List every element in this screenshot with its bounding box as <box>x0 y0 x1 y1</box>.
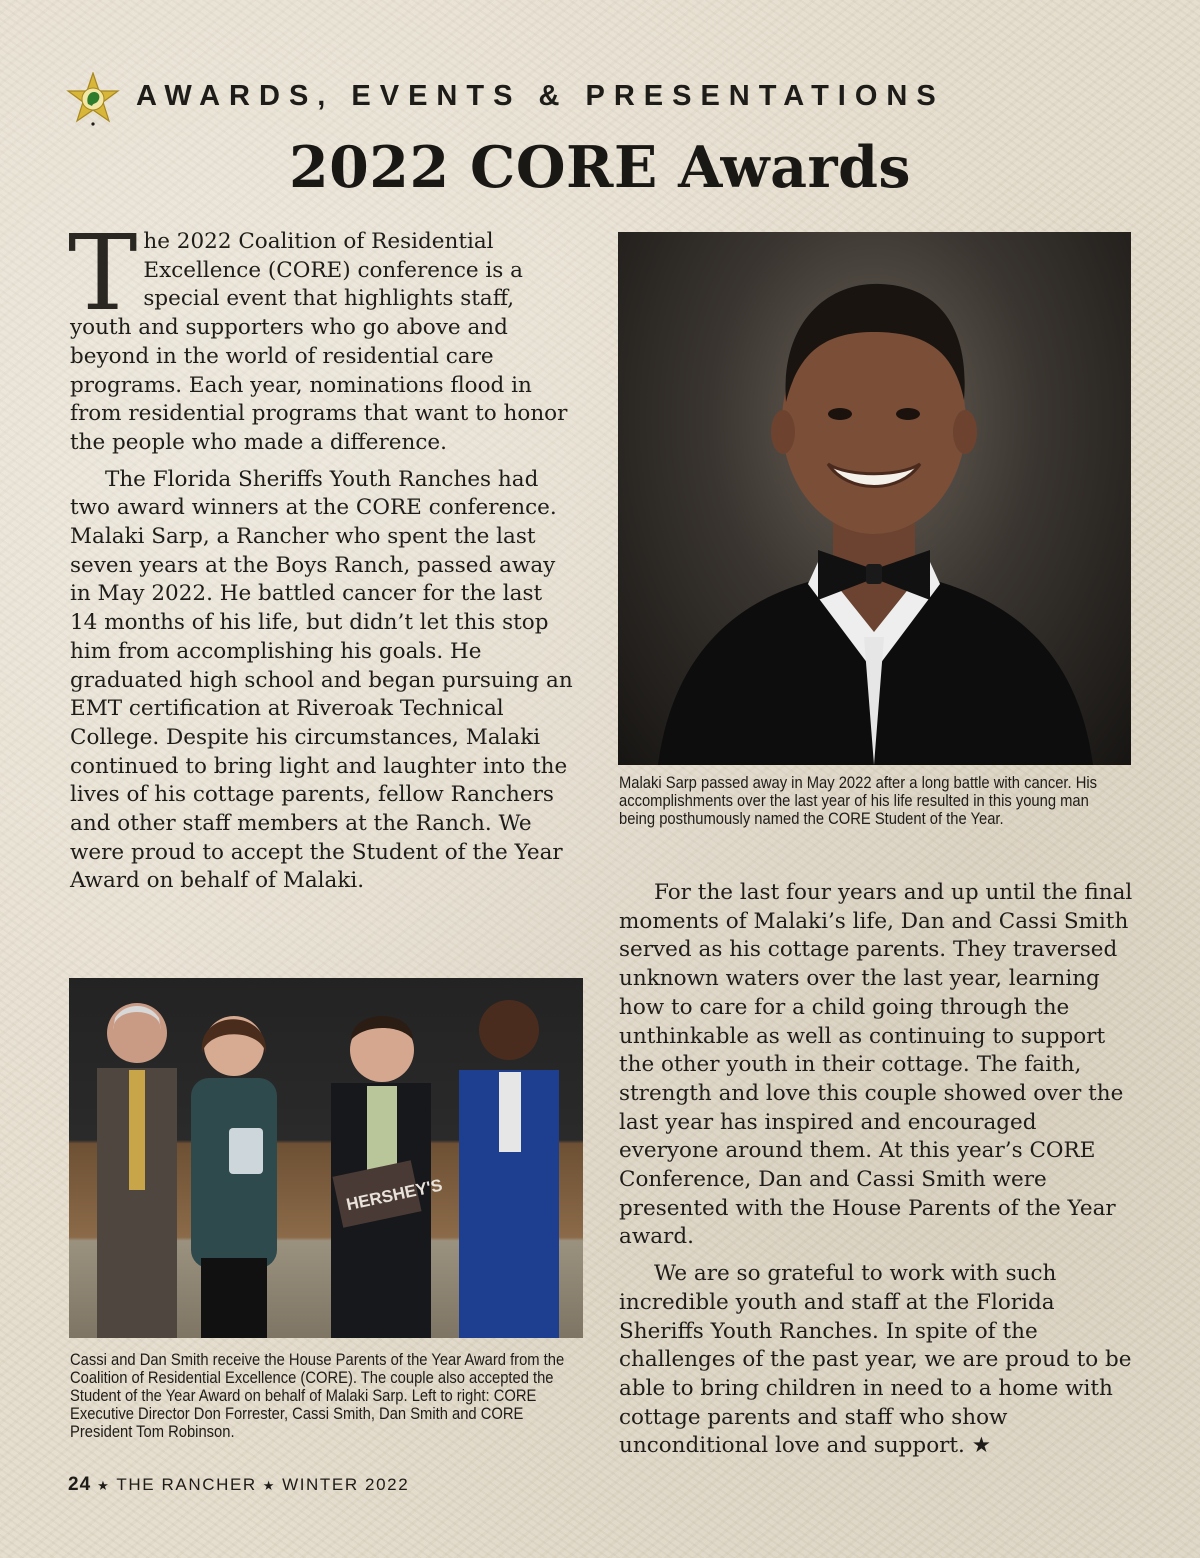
article-title: 2022 CORE Awards <box>288 134 912 201</box>
article-left-column <box>68 212 575 896</box>
section-label: AWARDS, EVENTS & PRESENTATIONS <box>136 80 945 112</box>
paragraph-1-text: he 2022 Coalition of Residential Excellence (CORE) conference is a special event that highlights staff, youth and supporters who go above and beyond in the world of residential care programs. Each year, nominations flood in from residential programs that want to honor the people who made a difference. <box>70 229 568 455</box>
group-photo <box>69 978 583 1338</box>
article-paragraph-4 <box>619 1260 1139 1461</box>
article-right-column <box>619 871 1139 1461</box>
star-separator-icon: ★ <box>97 1478 111 1493</box>
drop-cap: T <box>68 212 138 334</box>
article-paragraph-3: For the last four years and up until the final moments of Malaki’s life, Dan and Cassi Smith served as his cottage parents. They traversed unknown waters over the last year, learning how to care for a child going through the unthinkable as well as continuing to support the other youth in their cottage. The faith, strength and love this couple showed over the last year has inspired and encouraged everyone around them. At this year’s CORE Conference, Dan and Cassi Smith were presented with the House Parents of the Year award. <box>619 880 1133 1250</box>
paragraph-4-text: We are so grateful to work with such incredible youth and staff at the Florida Sheriffs Youth Ranches. In spite of the challenges of the past year, we are proud to be able to bring children in need to a home with cottage parents and staff who show unconditional love and support. <box>619 1261 1132 1459</box>
page-number: 24 <box>68 1474 92 1495</box>
star-separator-icon: ★ <box>262 1478 277 1493</box>
candy-bar-label: HERSHEY'S <box>344 1175 445 1215</box>
end-star-icon: ★ <box>971 1433 992 1459</box>
group-photo-illustration <box>69 978 583 1338</box>
article-paragraph-2: The Florida Sheriffs Youth Ranches had two award winners at the CORE conference. Malaki Sarp, a Rancher who spent the last seven years at the Boys Ranch, passed away in May 2022. He battled cancer for the last 14 months of his life, but didn’t let this stop him from accomplishing his goals. He graduated high school and began pursuing an EMT certification at Riveroak Technical College. Despite his circumstances, Malaki continued to bring light and laughter into the lives of his cottage parents, fellow Ranchers and other staff members at the Ranch. We were proud to accept the Student of the Year Award on behalf of Malaki. <box>70 466 573 894</box>
sheriff-star-badge-icon <box>66 72 120 126</box>
portrait-caption: Malaki Sarp passed away in May 2022 after a long battle with cancer. His accomplishments over the last year of his life resulted in this young man being posthumously named the CORE Student of the Year. <box>619 774 1098 828</box>
page-footer <box>68 1474 409 1496</box>
group-photo-caption: Cassi and Dan Smith receive the House Parents of the Year Award from the Coalition of Residential Excellence (CORE). The couple also accepted the Student of the Year Award on behalf of Malaki Sarp. Left to right: CORE Executive Director Don Forrester, Cassi Smith, Dan Smith and CORE President Tom Robinson. <box>70 1351 565 1441</box>
publication-name: THE RANCHER <box>116 1475 257 1494</box>
issue-label: WINTER 2022 <box>282 1475 410 1494</box>
portrait-illustration <box>618 232 1131 765</box>
article-paragraph-1 <box>68 212 575 458</box>
portrait-photo <box>618 232 1131 765</box>
